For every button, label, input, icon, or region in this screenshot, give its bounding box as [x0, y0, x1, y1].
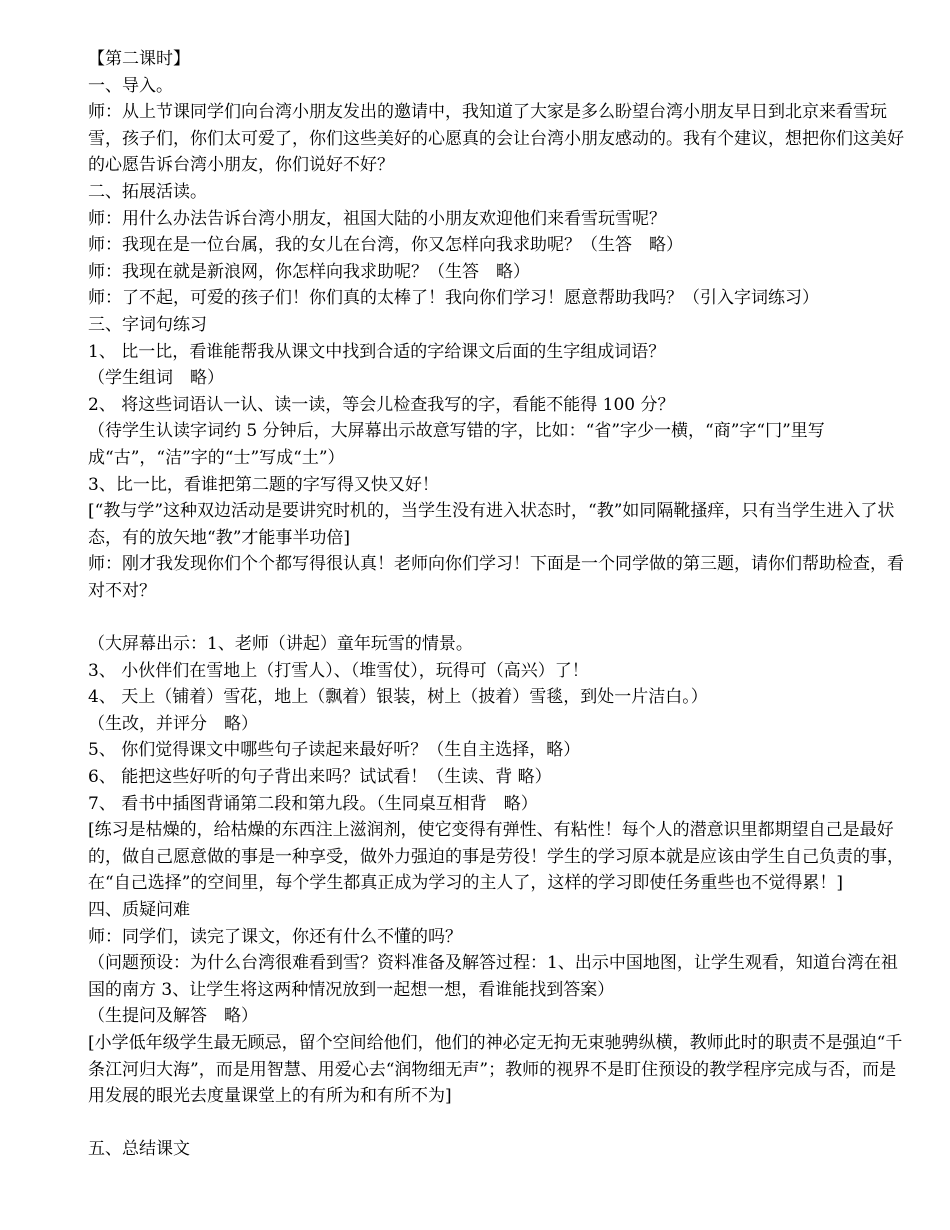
- paragraph: 师：我现在是一位台属，我的女儿在台湾，你又怎样向我求助呢？（生答 略）: [88, 235, 683, 256]
- paragraph: （生改，并评分 略）: [88, 713, 258, 734]
- paragraph: 师：了不起，可爱的孩子们！你们真的太棒了！我向你们学习！愿意帮助我吗？（引入字词练习）: [88, 288, 819, 309]
- exercise-item: 6、 能把这些好听的句子背出来吗？试试看！（生读、背 略）: [88, 767, 552, 788]
- paragraph: （问题预设：为什么台湾很难看到雪？资料准备及解答过程：1、出示中国地图，让学生观看，知道台湾在祖国的南方 3、让学生将这两种情况放到一起想一想，看谁能找到答案）: [88, 953, 898, 1000]
- paragraph: 师：我现在就是新浪网，你怎样向我求助呢？（生答 略）: [88, 261, 530, 282]
- commentary: [“教与学”这种双边活动是要讲究时机的，当学生没有进入状态时，“教”如同隔靴搔痒，只有当学生进入了状态，有的放矢地“教”才能事半功倍]: [88, 501, 895, 548]
- paragraph: （大屏幕出示：1、老师（讲起）童年玩雪的情景。: [88, 634, 473, 655]
- section-heading-questions: 四、质疑问难: [88, 900, 190, 920]
- exercise-item: 4、 天上（铺着）雪花，地上（飘着）银装，树上（披着）雪毯，到处一片洁白。）: [88, 687, 708, 708]
- commentary: [小学低年级学生最无顾忌，留个空间给他们，他们的神必定无拘无束驰骋纵横，教师此时的职责不是强迫“千条江河归大海”，而是用智慧、用爱心去“润物细无声”；教师的视界不是盯住预设的教学程序完成与否，而是用发展的眼光去度量课堂上的有所为和有所不为]: [88, 1032, 903, 1107]
- section-heading-reading: 二、拓展活读。: [88, 181, 207, 202]
- exercise-item: 3、比一比，看谁把第二题的字写得又快又好！: [88, 474, 439, 495]
- blank-line: [88, 604, 910, 631]
- paragraph: 师：同学们，读完了课文，你还有什么不懂的吗？: [88, 926, 462, 947]
- section-heading-summary: 五、总结课文: [88, 1139, 190, 1160]
- exercise-item: 7、 看书中插图背诵第二段和第九段。（生同桌互相背 略）: [88, 793, 538, 814]
- paragraph: 师：刚才我发现你们个个都写得很认真！老师向你们学习！下面是一个同学做的第三题，请你们帮助检查，看对不对？: [88, 554, 904, 601]
- exercise-item: 5、 你们觉得课文中哪些句子读起来最好听？（生自主选择，略）: [88, 740, 581, 761]
- blank-line: [88, 1110, 910, 1137]
- lesson-heading: 【第二课时】: [88, 49, 190, 69]
- section-heading-intro: 一、导入。: [88, 75, 173, 96]
- exercise-item: 2、 将这些词语认一认、读一读，等会儿检查我写的字，看能不能得 100 分？: [88, 394, 675, 415]
- paragraph: （学生组词 略）: [88, 368, 224, 389]
- exercise-item: 1、 比一比，看谁能帮我从课文中找到合适的字给课文后面的生字组成词语？: [88, 341, 666, 362]
- commentary: [练习是枯燥的，给枯燥的东西注上滋润剂，使它变得有弹性、有粘性！每个人的潜意识里都期望自己是最好的，做自己愿意做的事是一种享受，做外力强迫的事是劳役！学生的学习原本就是应该由学生自己负责的事，在“自己选择”的空间里，每个学生都真正成为学习的主人了，这样的学习即使任务重些也不觉得累！]: [88, 820, 904, 894]
- exercise-item: 3、 小伙伴们在雪地上（打雪人）、（堆雪仗），玩得可（高兴）了！: [88, 660, 589, 681]
- paragraph: （待学生认读字词约 5 分钟后，大屏幕出示故意写错的字，比如：“省”字少一横，“商”字“冂”里写成“古”，“洁”字的“士”写成“土”）: [88, 421, 825, 468]
- paragraph: （生提问及解答 略）: [88, 1006, 258, 1027]
- section-heading-exercises: 三、字词句练习: [88, 314, 207, 335]
- paragraph: 师：用什么办法告诉台湾小朋友，祖国大陆的小朋友欢迎他们来看雪玩雪呢？: [88, 208, 666, 229]
- paragraph: 师：从上节课同学们向台湾小朋友发出的邀请中，我知道了大家是多么盼望台湾小朋友早日到北京来看雪玩雪，孩子们，你们太可爱了，你们这些美好的心愿真的会让台湾小朋友感动的。我有个建议，想把你们这美好的心愿告诉台湾小朋友，你们说好不好？: [88, 102, 904, 176]
- document-page: [88, 46, 910, 1163]
